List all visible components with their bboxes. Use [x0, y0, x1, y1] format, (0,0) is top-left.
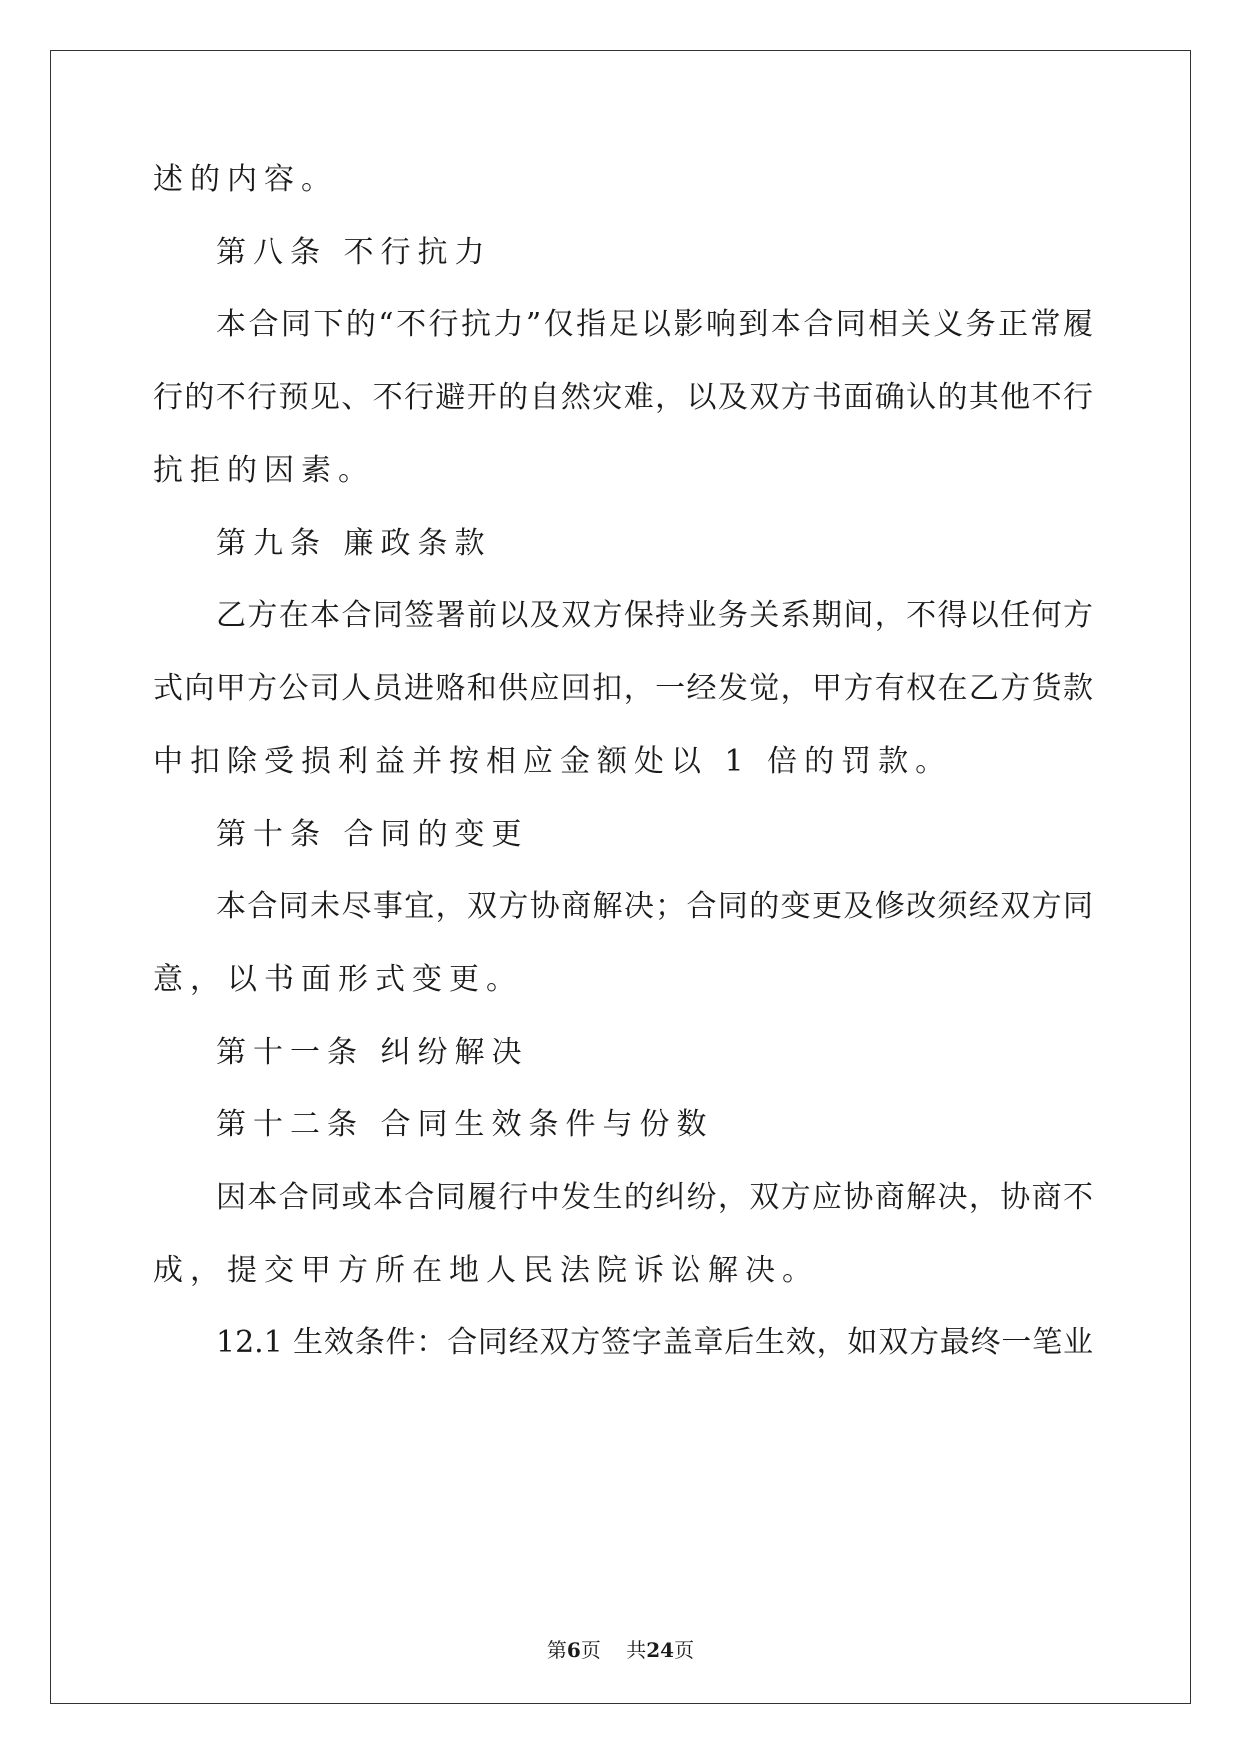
- article-12-heading: 第十二条 合同生效条件与份数: [216, 1107, 714, 1142]
- dispute-paragraph-line: 因本合同或本合同履行中发生的纠纷，双方应协商解决，协商不: [216, 1180, 1093, 1215]
- dispute-paragraph-line: 成，提交甲方所在地人民法院诉讼解决。: [153, 1253, 819, 1288]
- article-9-heading: 第九条 廉政条款: [216, 526, 492, 561]
- article-8-heading: 第八条 不行抗力: [216, 235, 492, 270]
- article-8-paragraph-line: 行的不行预见、不行避开的自然灾难，以及双方书面确认的其他不行: [153, 380, 1093, 415]
- page-border: [50, 50, 1191, 1704]
- page-prefix: 第: [546, 1638, 567, 1662]
- article-10-paragraph-line: 本合同未尽事宜，双方协商解决；合同的变更及修改须经双方同: [216, 889, 1093, 924]
- page-suffix: 页: [580, 1638, 601, 1662]
- total-prefix: 共: [626, 1638, 647, 1662]
- article-11-heading: 第十一条 纠纷解决: [216, 1035, 529, 1070]
- article-9-paragraph-line: 式向甲方公司人员进赂和供应回扣，一经发觉，甲方有权在乙方货款: [153, 671, 1093, 706]
- article-8-paragraph-line: 本合同下的“不行抗力”仅指足以影响到本合同相关义务正常履: [216, 307, 1093, 342]
- text-line-continuation: 述的内容。: [153, 162, 338, 197]
- article-10-paragraph-line: 意，以书面形式变更。: [153, 962, 523, 997]
- article-8-paragraph-line: 抗拒的因素。: [153, 453, 375, 488]
- current-page-number: 6: [566, 1638, 581, 1662]
- total-suffix: 页: [674, 1638, 695, 1662]
- article-9-paragraph-line: 中扣除受损利益并按相应金额处以 1 倍的罚款。: [153, 744, 953, 779]
- page-footer: [0, 1636, 1241, 1664]
- total-pages-number: 24: [646, 1638, 675, 1662]
- article-10-heading: 第十条 合同的变更: [216, 817, 529, 852]
- clause-12-1-line: 12.1 生效条件：合同经双方签字盖章后生效，如双方最终一笔业: [216, 1325, 1093, 1360]
- article-9-paragraph-line: 乙方在本合同签署前以及双方保持业务关系期间，不得以任何方: [216, 598, 1093, 633]
